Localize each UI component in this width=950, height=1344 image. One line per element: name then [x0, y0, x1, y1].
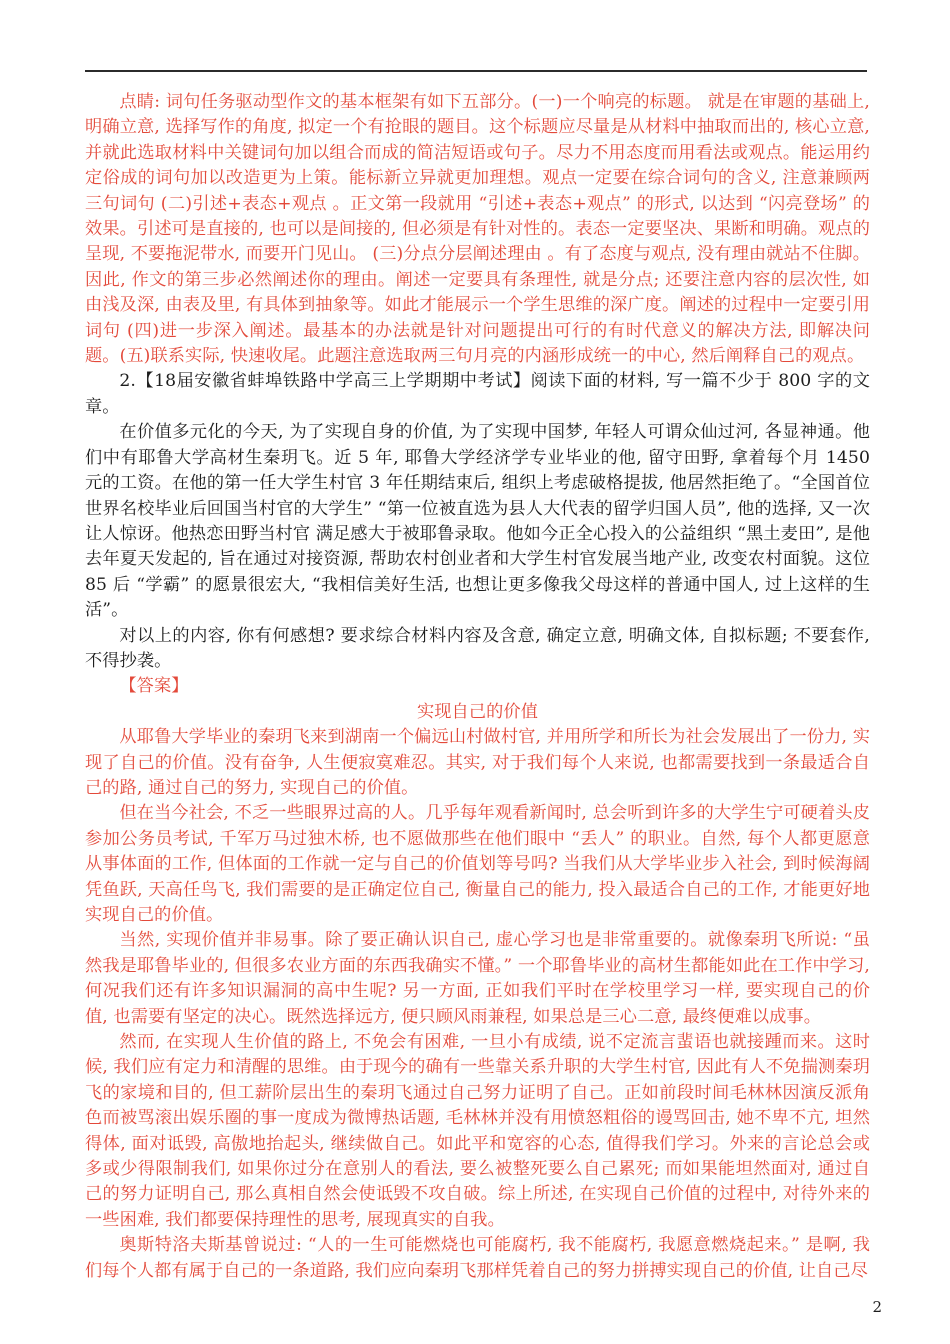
page-number: 2	[872, 1298, 882, 1316]
paragraph-essay-5: 奥斯特洛夫斯基曾说过: “人的一生可能燃烧也可能腐朽, 我不能腐朽, 我愿意燃烧起来。” 是啊, 我们每个人都有属于自己的一条道路, 我们应向秦玥飞那样凭着自己的努力拼搏实现自己的价值, 让自己尽	[85, 1235, 870, 1281]
document-body	[85, 90, 870, 1284]
paragraph-essay-4: 然而, 在实现人生价值的路上, 不免会有困难, 一旦小有成绩, 说不定流言蜚语也就接踵而来。这时候, 我们应有定力和清醒的思维。由于现今的确有一些靠关系升职的大学生村官, 因此有人不免揣测秦玥飞的家境和目的, 但工薪阶层出生的秦玥飞通过自己努力证明了自己。正如前段时间毛林林因演反派角色而被骂滚出娱乐圈的事一度成为微博热话题, 毛林林并没有用愤怒粗俗的谩骂回击, 她不卑不亢, 坦然得体, 面对诋毁, 高傲地抬起头, 继续做自己。如此平和宽容的心态, 值得我们学习。外来的言论总会或多或少得限制我们, 如果你过分在意别人的看法, 要么被整死要么自己累死; 而如果能坦然面对, 通过自己的努力证明自己, 那么真相自然会使诋毁不攻自破。综上所述, 在实现自己价值的过程中, 对待外来的一些困难, 我们都要保持理性的思考, 展现真实的自我。	[85, 1032, 870, 1230]
paragraph-question-2-requirement: 对以上的内容, 你有何感想? 要求综合材料内容及含意, 确定立意, 明确文体, 自拟标题; 不要套作, 不得抄袭。	[85, 625, 870, 671]
paragraph-question-2-material: 在价值多元化的今天, 为了实现自身的价值, 为了实现中国梦, 年轻人可谓众仙过河, 各显神通。他们中有耶鲁大学高材生秦玥飞。近 5 年, 耶鲁大学经济学专业毕业的他, 留守田野, 拿着每个月 1450 元的工资。在他的第一任大学生村官 3 年任期结束后, 组织上考虑破格提拔, 他居然拒绝了。“全国首位世界名校毕业后回国当村官的大学生” “第一位被直选为县人大代表的留学归国人员”, 他的选择, 又一次让人惊讶。他热恋田野当村官 满足感大于被耶鲁录取。他如今正全心投入的公益组织 “黑土麦田”, 是他去年夏天发起的, 旨在通过对接资源, 帮助农村创业者和大学生村官发展当地产业, 改变农村面貌。这位 85 后 “学霸” 的愿景很宏大, “我相信美好生活, 也想让更多像我父母这样的普通中国人, 过上这样的生活”。	[85, 422, 870, 621]
essay-title: 实现自己的价值	[416, 701, 538, 722]
header-horizontal-rule	[85, 70, 867, 72]
paragraph-essay-2: 但在当今社会, 不乏一些眼界过高的人。几乎每年观看新闻时, 总会听到许多的大学生宁可硬着头皮参加公务员考试, 千军万马过独木桥, 也不愿做那些在他们眼中 “丢人” 的职业。自然, 每个人都更愿意从事体面的工作, 但体面的工作就一定与自己的价值划等号吗? 当我们从大学毕业步入社会, 到时候海阔凭鱼跃, 天高任鸟飞, 我们需要的是正确定位自己, 衡量自己的能力, 投入最适合自己的工作, 才能更好地实现自己的价值。	[85, 803, 870, 925]
paragraph-essay-1: 从耶鲁大学毕业的秦玥飞来到湖南一个偏远山村做村官, 并用所学和所长为社会发展出了一份力, 实现了自己的价值。没有奋争, 人生便寂寞难忍。其实, 对于我们每个人来说, 也都需要找到一条最适合自己的路, 通过自己的努力, 实现自己的价值。	[85, 727, 870, 798]
paragraph-essay-3: 当然, 实现价值并非易事。除了要正确认识自己, 虚心学习也是非常重要的。就像秦玥飞所说: “虽然我是耶鲁毕业的, 但很多农业方面的东西我确实不懂。” 一个耶鲁毕业的高材生都能如此在工作中学习, 何况我们还有许多知识漏洞的高中生呢? 另一方面, 正如我们平时在学校里学习一样, 要实现自己的价值, 也需要有坚定的决心。既然选择远方, 便只顾风雨兼程, 如果总是三心二意, 最终便难以成事。	[85, 930, 870, 1027]
paragraph-question-2-stem: 2.【18届安徽省蚌埠铁路中学高三上学期期中考试】阅读下面的材料, 写一篇不少于 800 字的文章。	[85, 371, 870, 417]
paragraph-dianjing: 点睛: 词句任务驱动型作文的基本框架有如下五部分。(一)一个响亮的标题。 就是在审题的基础上, 明确立意, 选择写作的角度, 拟定一个有抢眼的题目。这个标题应尽量是从材料中抽取而出的, 核心立意, 并就此选取材料中关键词句加以组合而成的简洁短语或句子。尽力不用态度而用看法或观点。能运用约定俗成的词句加以改造更为上策。能标新立异就更加理想。观点一定要在综合词句的含义, 注意兼顾两三句词句 (二)引述+表态+观点 。正文第一段就用 “引述+表态+观点” 的形式, 以达到 “闪亮登场” 的效果。引述可是直接的, 也可以是间接的, 但必须是有针对性的。表态一定要坚决、果断和明确。观点的呈现, 不要拖泥带水, 而要开门见山。 (三)分点分层阐述理由 。有了态度与观点, 没有理由就站不住脚。因此, 作文的第三步必然阐述你的理由。阐述一定要具有条理性, 就是分点; 还要注意内容的层次性, 如由浅及深, 由表及里, 有具体到抽象等。如此才能展示一个学生思维的深广度。阐述的过程中一定要引用词句 (四)进一步深入阐述。最基本的办法就是针对问题提出可行的有时代意义的解决方法, 即解决问题。(五)联系实际, 快速收尾。此题注意选取两三句月亮的内涵形成统一的中心, 然后阐释自己的观点。	[85, 92, 870, 367]
answer-section-label: 【答案】	[119, 676, 189, 697]
